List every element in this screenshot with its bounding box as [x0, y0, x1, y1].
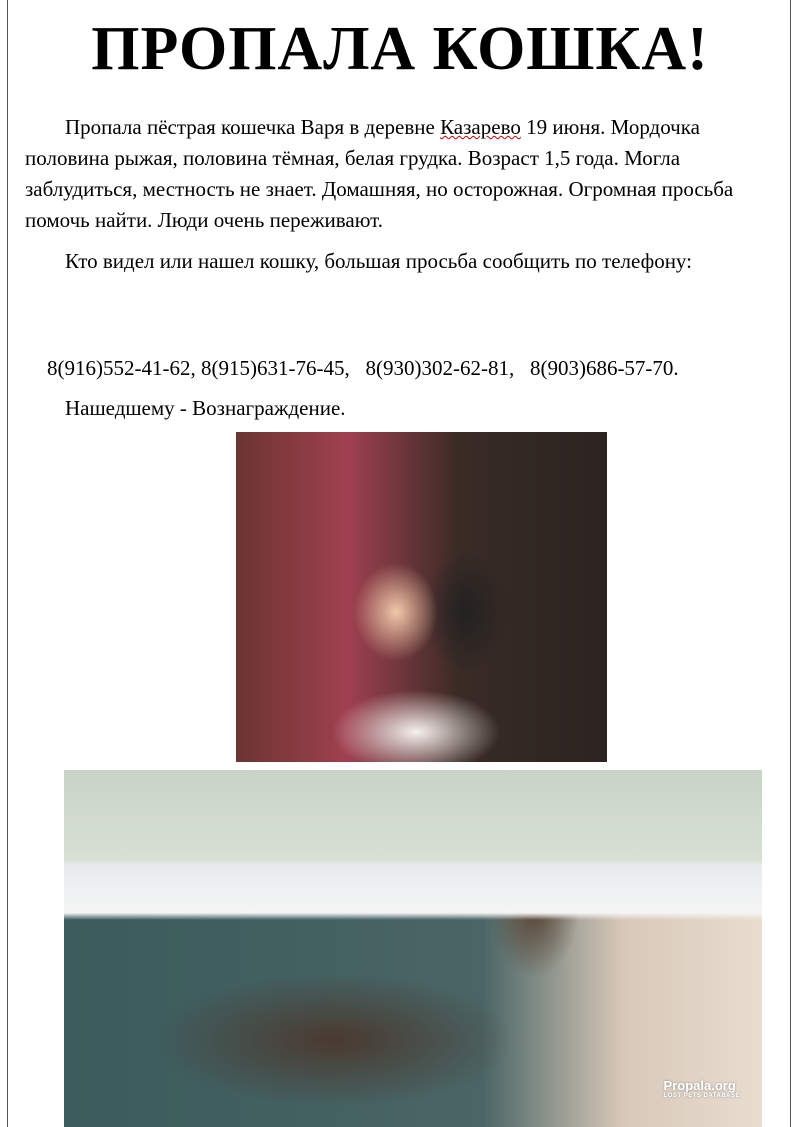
- poster-title: ПРОПАЛА КОШКА!: [91, 15, 709, 83]
- poster-body: [25, 112, 775, 287]
- description-text-start: Пропала пёстрая кошечка Варя в деревне: [65, 115, 441, 139]
- phone-2: 8(915)631-76-45,: [200, 356, 350, 380]
- propala-watermark: [664, 1078, 740, 1099]
- phone-list: [47, 356, 679, 381]
- description-paragraph: [25, 112, 775, 236]
- description-text-end: 19 июня. Мордочка половина рыжая, половина тёмная, белая грудка. Возраст 1,5 года. Могла заблудиться, местность не знает. Домашняя, но осторожная. Огромная просьба помочь найти. Люди очень переживают.: [25, 115, 734, 232]
- watermark-name: Propala.org: [663, 1078, 736, 1093]
- watermark-tagline: LOST PETS DATABASE: [663, 1093, 740, 1099]
- cat-photo-window: [64, 770, 762, 1127]
- reward-text: Нашедшему - Вознаграждение.: [65, 396, 346, 420]
- village-name: Казарево: [440, 115, 521, 139]
- phone-3: 8(930)302-62-81,: [365, 356, 515, 380]
- phone-1: 8(916)552-41-62,: [47, 356, 196, 380]
- cat-photo-closeup: [236, 432, 607, 762]
- phone-4: 8(903)686-57-70.: [529, 356, 679, 380]
- contact-paragraph: Кто видел или нашел кошку, большая просьба сообщить по телефону:: [65, 249, 692, 273]
